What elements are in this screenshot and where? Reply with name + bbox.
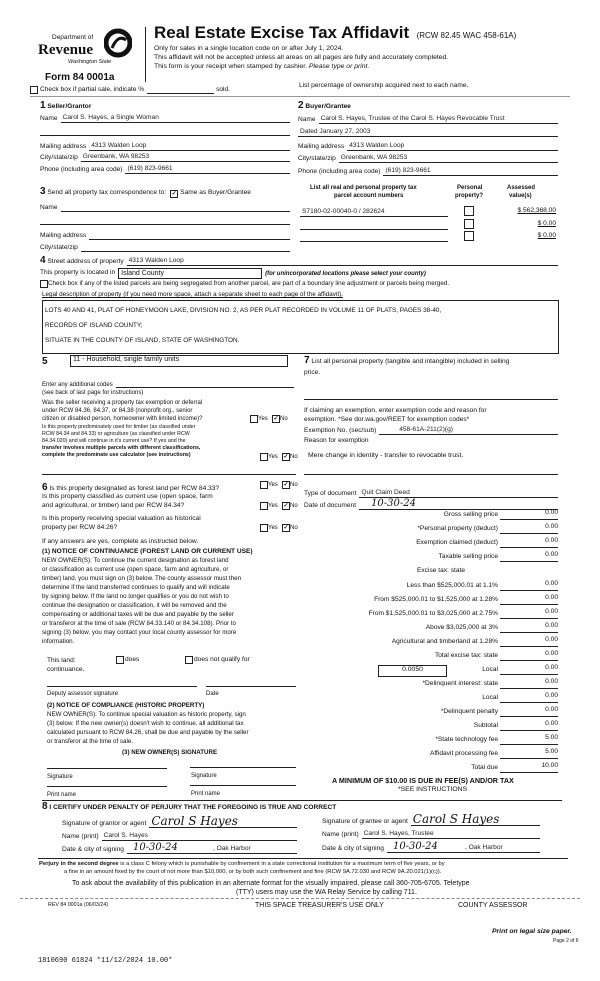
continuance-label: continuance.: [47, 666, 85, 673]
text-line: timber) land, you must sign on (3) below. The county assessor must then: [42, 575, 242, 582]
located-label: This property is located in: [40, 269, 116, 277]
legal-line: SITUATE IN THE COUNTY OF ISLAND, STATE OF WASHINGTON.: [45, 337, 240, 344]
form-rcw: (RCW 82.45 WAC 458-61A): [416, 31, 517, 40]
tax-row-label: *Delinquent penalty: [440, 708, 498, 715]
grantor-name[interactable]: Carol S. Hayes: [102, 832, 297, 841]
does-checkbox[interactable]: [116, 656, 124, 664]
notice-1-title: (1) NOTICE OF CONTINUANCE (FOREST LAND OR CURRENT USE): [42, 548, 253, 555]
tax-row-value[interactable]: 10.00: [541, 762, 558, 769]
tax-row-label: Local: [482, 666, 498, 673]
tax-row-label: From $1,525,000.01 to $3,025,000 at 2.75%: [368, 610, 498, 617]
tax-row-value[interactable]: 0.00: [545, 664, 558, 671]
grantor-date-row: [62, 843, 297, 854]
exemption-no-label: Exemption No. (sec/sub): [304, 427, 377, 435]
line: [500, 674, 558, 675]
forest-yes-checkbox[interactable]: [260, 481, 268, 489]
seller-mail-row: [40, 142, 290, 151]
tax-row-label: Exemption claimed (deduct): [416, 539, 498, 546]
section-number: 3: [40, 186, 46, 197]
header-divider: [145, 27, 146, 82]
yes-label: Yes: [258, 416, 268, 422]
corr-label: Send all property tax correspondence to:: [47, 189, 167, 196]
grantee-date[interactable]: 10-30-24: [392, 841, 438, 852]
date-label: Date & city of signing: [322, 845, 384, 853]
buyer-city[interactable]: Greenbank, WA 98253: [339, 154, 558, 163]
additional-codes-row: [42, 379, 294, 388]
grantee-signature[interactable]: Carol S Hayes: [412, 812, 500, 826]
subtitle-3: [154, 64, 369, 71]
notice-3-title: (3) NEW OWNER(S) SIGNATURE: [122, 749, 218, 756]
owner-print-name-field[interactable]: [190, 785, 296, 786]
exemption-instructions: If claiming an exemption, enter exemption code and reason for: [304, 407, 487, 414]
line: [500, 730, 558, 731]
date-label: Date & city of signing: [62, 846, 124, 854]
forest-no-checkbox[interactable]: [282, 481, 290, 489]
property-street[interactable]: 4313 Walden Loop: [127, 257, 558, 266]
perjury-text: is a class C felony which is punishable by confinement in a state correctional institution for a maximum term of five years, or by: [120, 861, 445, 867]
timber-no-checkbox[interactable]: [282, 453, 290, 461]
perjury-bold: Perjury in the second degree: [39, 861, 119, 867]
minimum-note: A MINIMUM OF $10.00 IS DUE IN FEE(S) AND/OR TAX: [332, 776, 514, 785]
tax-row-label: *Personal property (deduct): [417, 525, 498, 532]
signature-label: Signature: [47, 774, 73, 780]
assessed-value[interactable]: $ 562,368.00: [517, 207, 556, 214]
line: [500, 618, 558, 619]
line: [500, 561, 558, 562]
reason-label: Reason for exemption: [304, 437, 369, 444]
parcel-header: List all real and personal property tax: [310, 185, 417, 191]
divider: [42, 800, 562, 801]
same-as-buyer-checkbox[interactable]: [170, 190, 178, 198]
seller-phone[interactable]: (619) 823-9661: [125, 165, 290, 174]
tax-row-value[interactable]: 5.00: [545, 734, 558, 741]
accessibility-note: To ask about the availability of this publication in an alternate format for the visually impaired, please call 360-705-6705. Teletype: [72, 880, 470, 887]
yes-label: Yes: [268, 454, 278, 460]
tax-row-label: Subtotal: [473, 722, 498, 729]
this-land-label: This land:: [47, 657, 76, 664]
local-rate-field[interactable]: 0.0050: [378, 665, 447, 677]
label: City/state/zip: [40, 154, 78, 162]
assessed-value[interactable]: $ 0.00: [537, 232, 556, 239]
document-type[interactable]: Quit Claim Deed: [359, 489, 558, 498]
street-label: Street address of property: [47, 258, 124, 265]
tax-row-label: Gross selling price: [443, 511, 498, 518]
line: [500, 772, 558, 773]
signature-label: Signature: [191, 773, 217, 779]
grantee-date-row: [322, 842, 540, 853]
personal-property-field[interactable]: [304, 399, 558, 400]
corr-city-row: [40, 243, 290, 252]
notice-2-title: (2) NOTICE OF COMPLIANCE (HISTORIC PROPERTY): [47, 702, 205, 709]
buyer-mail-row: [298, 142, 558, 151]
label: Phone (including area code): [40, 166, 123, 174]
grantor-signature[interactable]: Carol S Hayes: [151, 814, 238, 828]
text-line: or transferor at the time of sale (RCW 84.33.140 or 84.34.108). Prior to: [42, 620, 236, 627]
timber-yes-checkbox[interactable]: [260, 453, 268, 461]
line: [500, 716, 558, 717]
historic-yes-checkbox[interactable]: [260, 524, 268, 532]
exemption-reason[interactable]: Mere change in identity - transfer to revocable trust.: [308, 452, 464, 459]
parcel-account[interactable]: [300, 241, 448, 242]
document-date[interactable]: 10-30-24: [371, 498, 416, 509]
personal-checkbox[interactable]: [464, 219, 474, 229]
tax-row-label: From $525,000.01 to $1,525,000 at 1.28%: [374, 596, 498, 603]
question-text: complete the predominate use calculator (see instructions): [42, 452, 191, 458]
no-label: No: [290, 482, 298, 488]
same-as-buyer-label: Same as Buyer/Grantee: [180, 189, 251, 196]
tax-row-value[interactable]: 0.00: [545, 622, 558, 629]
tax-row-value[interactable]: 0.00: [545, 594, 558, 601]
doctype-row: [304, 489, 558, 498]
page-number: Page 2 of 6: [553, 938, 579, 944]
print-name-label: Print name: [47, 792, 77, 798]
label: Name: [40, 204, 58, 212]
question-text: Was the seller receiving a property tax exemption or deferral: [42, 400, 203, 406]
seller-mail[interactable]: 4313 Walden Loop: [89, 142, 290, 151]
located-row: [40, 268, 426, 279]
text-line: (3) below. If the new owner(s) doesn't wish to continue, all additional tax: [47, 720, 244, 727]
text-line: by signing below. If the land no longer qualifies or you do not wish to: [42, 593, 229, 600]
divider: [30, 96, 570, 97]
tax-row-value[interactable]: 0.00: [545, 678, 558, 685]
buyer-heading: Buyer/Grantee: [305, 103, 351, 110]
certify-text: I CERTIFY UNDER PENALTY OF PERJURY THAT THE FOREGOING IS TRUE AND CORRECT: [49, 804, 337, 811]
yes-label: Yes: [268, 503, 278, 509]
segregated-label: Check box if any of the listed parcels are being segregated from another parcel, are part of a boundary line adjustment or parcels being merged.: [48, 280, 450, 287]
buyer-name[interactable]: Carol S. Hayes, Trustee of the Carol S. Hayes Revocable Trust: [319, 115, 558, 124]
label: City/state/zip: [40, 244, 78, 252]
street-row: [40, 256, 558, 266]
label: Mailing address: [40, 143, 87, 151]
label: Mailing address: [298, 143, 345, 151]
land-use-code-select[interactable]: 11 - Household, single family units: [70, 355, 288, 367]
text-line: or classification as current use (open space, farm and agriculture, or: [42, 566, 229, 573]
does-not-qualify-checkbox[interactable]: [185, 656, 193, 664]
line: [500, 646, 558, 647]
s7-label: List all personal property (tangible and intangible) included in selling: [311, 358, 510, 365]
county-select[interactable]: Island County: [118, 268, 262, 279]
dor-logo-icon: [104, 28, 132, 58]
legal-label: Legal description of property (if you need more space, attach a separate sheet to each page of the affidavit).: [42, 291, 343, 298]
assessor-label: COUNTY ASSESSOR: [458, 902, 528, 909]
deputy-signature-field[interactable]: [47, 686, 197, 687]
legal-description-box[interactable]: [42, 300, 559, 354]
divider: [38, 858, 568, 859]
seller-phone-row: [40, 165, 290, 174]
tax-row-value[interactable]: 5.00: [545, 748, 558, 755]
line: [500, 758, 558, 759]
grantee-sig-row: [322, 813, 540, 826]
question-text: Is this property designated as forest land per RCW 84.33?: [49, 485, 220, 492]
question-text: Is this property predominately used for timber (as classified under: [42, 424, 196, 430]
corr-mail-field[interactable]: [89, 231, 290, 240]
corr-city-field[interactable]: [81, 243, 290, 252]
legal-paper-note: Print on legal size paper.: [492, 928, 572, 935]
doctype-label: Type of document: [304, 490, 357, 498]
line: [500, 744, 558, 745]
tax-row-value[interactable]: 0.00: [545, 509, 558, 516]
tax-row-label: Taxable selling price: [438, 553, 498, 560]
owner-print-name-field[interactable]: [47, 786, 167, 787]
text-line: NEW OWNER(S): To continue special valuation as historic property, sign: [47, 711, 246, 718]
section-number: 1: [40, 100, 46, 111]
does-label: does: [125, 656, 140, 663]
no-label: No: [290, 454, 298, 460]
tax-row-value[interactable]: 0.00: [545, 650, 558, 657]
grantor-city[interactable]: , Oak Harbor: [212, 845, 251, 853]
text-line: calculated pursuant to RCW 84.26, shall be due and payable by the seller: [47, 729, 249, 736]
tax-row-label: Local: [482, 694, 498, 701]
text-line: compensating or additional taxes will be due and payable by the seller: [42, 611, 234, 618]
grantor-name-row: [62, 832, 297, 841]
line: [500, 533, 558, 534]
pct-note: List percentage of ownership acquired next to each name.: [299, 82, 469, 89]
tax-row-label: Above $3,025,000 at 3%: [425, 624, 498, 631]
see-back-note: (see back of last page for instructions): [42, 390, 144, 396]
partial-sale-label: Check box if partial sale, indicate %: [40, 86, 145, 94]
deputy-date-field[interactable]: [206, 686, 296, 687]
question-text: citizen or disabled person, homeowner with limited income)?: [42, 416, 203, 422]
buyer-phone[interactable]: (619) 823-9661: [383, 167, 558, 176]
line: [40, 135, 290, 136]
docdate-row: [304, 499, 558, 510]
section-number: 7: [304, 355, 310, 366]
name-label: Name (print): [62, 833, 99, 841]
buyer-name-2[interactable]: Dated January 27, 2003: [298, 128, 558, 137]
assessed-header: Assessed: [507, 185, 536, 191]
exemption-instructions: exemption. *See dor.wa.gov/REET for exemption codes*: [304, 416, 470, 423]
line: [500, 590, 558, 591]
docdate-label: Date of document: [304, 502, 357, 510]
accessibility-note: (TTY) users may use the WA Relay Service by calling 711.: [236, 889, 417, 896]
corr-name-field[interactable]: [61, 203, 290, 212]
text-line: information.: [42, 638, 75, 645]
corr-mail-row: [40, 231, 290, 240]
parcel-account-row: [300, 208, 448, 217]
personal-checkbox[interactable]: [464, 206, 474, 216]
text-line: continue the designation or classification, it will be removed and the: [42, 602, 227, 609]
parcel-header: parcel account numbers: [334, 193, 404, 199]
tax-row-label: Less than $525,000.01 at 1.1%: [406, 582, 498, 589]
title-row: [154, 24, 516, 42]
seller-city-row: [40, 153, 290, 162]
grantor-date[interactable]: 10-30-24: [132, 842, 178, 853]
type-note: Please type or print.: [308, 63, 370, 70]
line: [40, 224, 290, 225]
no-label: No: [290, 503, 298, 509]
section-number: 8: [42, 801, 48, 812]
grantee-name-row: [322, 830, 540, 839]
divider: [42, 474, 296, 475]
label: Name: [40, 115, 58, 123]
treasurer-label: THIS SPACE TREASURER'S USE ONLY: [255, 902, 384, 909]
tax-row-label: Agricultural and timberland at 1.28%: [391, 638, 498, 645]
exemption-yes-checkbox[interactable]: [250, 415, 258, 423]
owner-signature-field[interactable]: [190, 767, 296, 768]
grantee-city[interactable]: , Oak Harbor: [464, 844, 503, 852]
label: Phone (including area code): [298, 168, 381, 176]
exemption-no[interactable]: 458-61A-211(2)(g): [379, 426, 558, 435]
no-label: No: [280, 416, 288, 422]
text-line: signing (3) below, you may contact your local county assessor for more: [42, 629, 237, 636]
tax-row-label: Excise tax: state: [416, 567, 465, 574]
line: [500, 604, 558, 605]
partial-sale-checkbox[interactable]: [30, 86, 38, 94]
name-label: Name (print): [322, 831, 359, 839]
label: City/state/zip: [298, 155, 336, 163]
tax-row-label: *State technology fee: [435, 736, 498, 743]
legal-line: LOTS 40 AND 41, PLAT OF HONEYMOON LAKE, DIVISION NO. 2, AS PER PLAT RECORDED IN VOLUME 11 OF PLATS, PAGES 38-40,: [45, 307, 442, 314]
tax-row-label: Affidavit processing fee: [429, 750, 498, 757]
section-number: 2: [298, 100, 304, 111]
grantor-sig-label: Signature of grantor or agent: [62, 820, 147, 828]
perjury-text: a fine in an amount fixed by the court of not more than $10,000, or by both such confinement and fine (RCW 9A.72.030 and RCW 9A.20.021(1)(c)).: [64, 869, 442, 875]
print-name-label: Print name: [191, 791, 221, 797]
seller-name-row: [40, 114, 290, 123]
section-number: 6: [42, 482, 48, 493]
additional-codes-label: Enter any additional codes: [42, 382, 113, 388]
s7-label: price.: [304, 369, 321, 376]
buyer-name2-row: [298, 128, 558, 137]
text-line: determine if the land transferred continues to qualify and will indicate: [42, 584, 230, 591]
tax-row-value[interactable]: 0.00: [545, 523, 558, 530]
text-line: NEW OWNER(S): To continue the current designation as forest land: [42, 557, 229, 564]
assessed-header: value(s): [509, 193, 532, 199]
personal-checkbox[interactable]: [464, 231, 474, 241]
parcel-account[interactable]: [300, 229, 448, 230]
question-text: 84.34.020) and will continue in it's current use? If yes and the: [42, 438, 186, 444]
sold-label: sold.: [216, 86, 230, 94]
county-note: (for unincorporated locations please select your county): [265, 270, 426, 277]
tax-row-value[interactable]: 0.00: [545, 720, 558, 727]
tax-row-value[interactable]: 0.00: [545, 551, 558, 558]
line: [500, 632, 558, 633]
buyer-mail[interactable]: 4313 Walden Loop: [347, 142, 558, 151]
buyer-phone-row: [298, 167, 558, 176]
question-text: Is this property classified as current use (open space, farm: [42, 493, 213, 500]
line: [500, 660, 558, 661]
line: [500, 519, 558, 520]
partial-pct-field[interactable]: [147, 85, 214, 94]
logo-revenue: Revenue: [38, 42, 93, 58]
additional-codes-field[interactable]: [116, 379, 294, 388]
partial-sale-row: [30, 85, 230, 94]
grantor-sig-row: [62, 815, 297, 828]
deputy-label: Deputy assessor signature: [47, 691, 119, 697]
ifany-note: If any answers are yes, complete as instructed below.: [42, 538, 199, 545]
line: [500, 688, 558, 689]
tax-row-value[interactable]: 0.00: [545, 608, 558, 615]
tax-row-label: *Delinquent interest: state: [422, 680, 498, 687]
segregated-checkbox[interactable]: [40, 280, 48, 288]
owner-signature-field[interactable]: [47, 768, 167, 769]
historic-no-checkbox[interactable]: [282, 524, 290, 532]
no-label: No: [290, 525, 298, 531]
legal-line: RECORDS OF ISLAND COUNTY;: [45, 322, 143, 329]
section-number: 5: [42, 356, 48, 367]
grantee-sig-label: Signature of grantee or agent: [322, 818, 408, 826]
text-line: or transferor at the time of sale.: [47, 738, 133, 745]
personal-header: Personal: [457, 185, 483, 191]
logo-dept: Department of: [52, 34, 94, 41]
tax-row-label: Total excise tax: state: [434, 652, 498, 659]
exemption-no-checkbox[interactable]: [272, 415, 280, 423]
seller-city[interactable]: Greenbank, WA 98253: [81, 153, 290, 162]
line: [304, 474, 558, 475]
buyer-city-row: [298, 154, 558, 163]
does-not-label: does not qualify for: [194, 656, 250, 663]
tax-row-value[interactable]: 0.00: [545, 692, 558, 699]
current-use-no-checkbox[interactable]: [282, 502, 290, 510]
subtitle-1: Only for sales in a single location code on or after July 1, 2024.: [154, 45, 344, 52]
revision-label: REV 84 0001a (06/03/24): [48, 902, 109, 908]
question-text: and agricultural, or timber) land per RCW 84.34?: [42, 502, 185, 509]
current-use-yes-checkbox[interactable]: [260, 502, 268, 510]
question-text: property per RCW 84.26?: [42, 524, 118, 531]
yes-label: Yes: [268, 482, 278, 488]
correspondence-header: [40, 187, 251, 198]
see-instructions: *SEE INSTRUCTIONS: [398, 786, 468, 793]
tax-row-label: Total due: [471, 764, 498, 771]
question-text: RCW 84.34 and 84.33) or agriculture (as classified under RCW: [42, 431, 190, 437]
tax-row-value[interactable]: 0.00: [545, 706, 558, 713]
tax-row-value[interactable]: 0.00: [545, 636, 558, 643]
section-number: 4: [40, 255, 46, 266]
exemption-no-row: [304, 426, 558, 435]
question-text: Is this property receiving special valuation as historical: [42, 515, 201, 522]
recording-stamp: 1810690 61824 *11/12/2024 10.00*: [38, 957, 173, 965]
question-text: under RCW 84.36, 84.37, or 84.38 (nonprofit org., senior: [42, 408, 193, 414]
subtitle-2: This affidavit will not be accepted unless all areas on all pages are fully and accurately completed.: [154, 54, 449, 61]
yes-label: Yes: [268, 525, 278, 531]
date-label: Date: [206, 691, 219, 697]
corr-name-row: [40, 203, 290, 212]
line: [500, 702, 558, 703]
personal-header: property?: [455, 193, 484, 199]
question-text: transfer involves multiple parcels with different classifications,: [42, 445, 201, 451]
label: Mailing address: [40, 232, 87, 240]
logo-state: Washington State: [68, 59, 112, 65]
label: Name: [298, 116, 316, 124]
seller-heading: Seller/Grantor: [47, 103, 92, 110]
line: [500, 547, 558, 548]
tax-row-value[interactable]: 0.00: [545, 580, 558, 587]
grantee-name[interactable]: Carol S. Hayes, Trustee: [362, 830, 540, 839]
form-number: Form 84 0001a: [45, 72, 115, 83]
tax-row-value[interactable]: 0.00: [545, 537, 558, 544]
seller-name[interactable]: Carol S. Hayes, a Single Woman: [61, 114, 290, 123]
divider: [20, 898, 580, 899]
parcel-account[interactable]: S7180-02-00040-0 / 282624: [300, 208, 448, 217]
receipt-note: This form is your receipt when stamped by cashier.: [154, 63, 307, 70]
assessed-value[interactable]: $ 0.00: [537, 220, 556, 227]
form-title: Real Estate Excise Tax Affidavit: [154, 23, 410, 42]
buyer-name-row: [298, 115, 558, 124]
